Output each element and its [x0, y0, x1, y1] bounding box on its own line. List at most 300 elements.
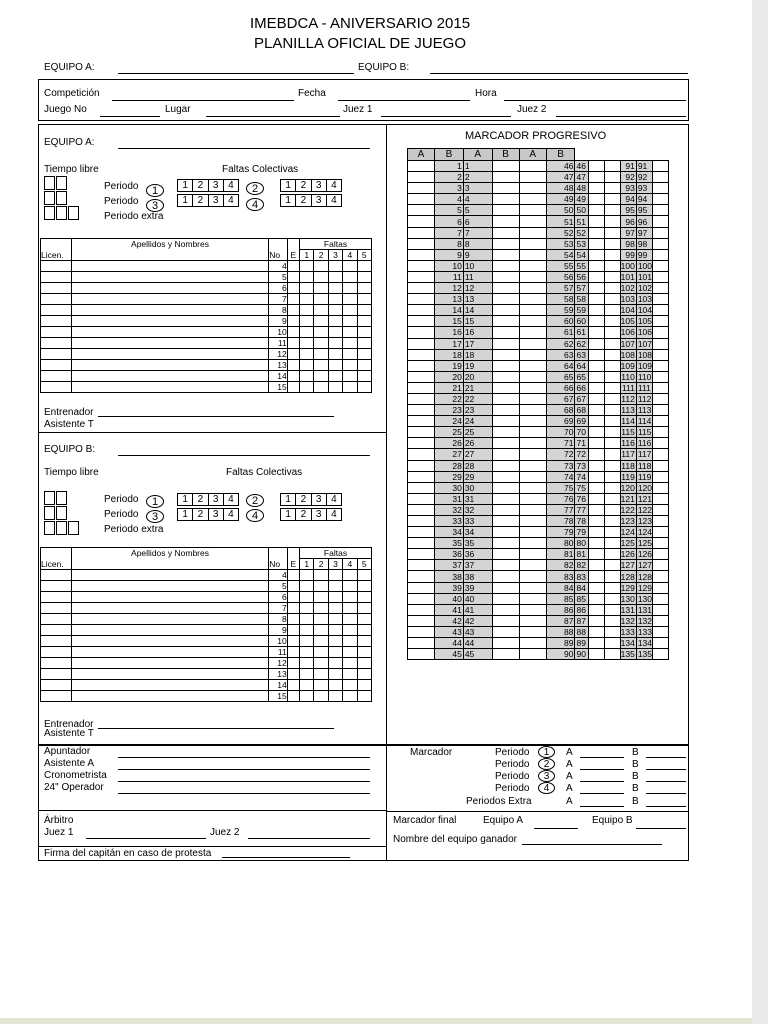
- team-a-timeout-box[interactable]: [68, 206, 79, 220]
- score-number[interactable]: 48: [546, 183, 575, 194]
- score-number[interactable]: 15: [463, 316, 492, 327]
- team-b-timeout-box[interactable]: [44, 491, 55, 505]
- score-number[interactable]: 25: [435, 427, 464, 438]
- score-number[interactable]: 76: [575, 493, 588, 504]
- hora-field[interactable]: [504, 100, 686, 101]
- score-number[interactable]: 72: [575, 449, 588, 460]
- score-number[interactable]: 93: [620, 183, 636, 194]
- score-number[interactable]: 109: [637, 360, 653, 371]
- score-number[interactable]: 35: [463, 538, 492, 549]
- score-number[interactable]: 86: [575, 604, 588, 615]
- score-number[interactable]: 10: [463, 260, 492, 271]
- score-number[interactable]: 93: [636, 183, 652, 194]
- team-b-timeout-box[interactable]: [44, 506, 55, 520]
- nombre-ganador-field[interactable]: [522, 844, 662, 845]
- score-number[interactable]: 37: [463, 560, 492, 571]
- score-number[interactable]: 55: [546, 260, 575, 271]
- team-a-fouls-p2[interactable]: 1 2 3 4: [280, 179, 342, 192]
- score-number[interactable]: 72: [546, 449, 575, 460]
- score-number[interactable]: 121: [620, 493, 635, 504]
- fecha-field[interactable]: [338, 100, 470, 101]
- periodos-extra-b-field[interactable]: [646, 806, 686, 807]
- score-number[interactable]: 103: [620, 294, 635, 305]
- team-a-name-field[interactable]: [118, 148, 370, 149]
- score-number[interactable]: 51: [546, 216, 575, 227]
- score-number[interactable]: 11: [463, 271, 492, 282]
- score-number[interactable]: 95: [636, 205, 652, 216]
- score-number[interactable]: 89: [546, 638, 575, 649]
- score-number[interactable]: 64: [575, 360, 588, 371]
- score-number[interactable]: 98: [636, 238, 652, 249]
- score-number[interactable]: 55: [575, 260, 588, 271]
- score-number[interactable]: 75: [575, 482, 588, 493]
- score-number[interactable]: 113: [621, 405, 635, 416]
- score-number[interactable]: 57: [546, 283, 575, 294]
- score-number[interactable]: 65: [575, 371, 588, 382]
- score-number[interactable]: 16: [435, 327, 464, 338]
- score-number[interactable]: 123: [637, 516, 653, 527]
- team-b-name-field[interactable]: [118, 455, 370, 456]
- score-number[interactable]: 121: [637, 493, 653, 504]
- score-number[interactable]: 95: [620, 205, 636, 216]
- score-number[interactable]: 68: [575, 405, 588, 416]
- score-number[interactable]: 13: [435, 294, 464, 305]
- score-number[interactable]: 41: [463, 604, 492, 615]
- score-number[interactable]: 78: [575, 516, 588, 527]
- score-number[interactable]: 114: [621, 416, 635, 427]
- score-number[interactable]: 60: [546, 316, 575, 327]
- score-number[interactable]: 116: [621, 438, 635, 449]
- team-b-timeout-box[interactable]: [56, 491, 67, 505]
- summary-b-field[interactable]: [646, 769, 686, 770]
- score-number[interactable]: 23: [435, 405, 464, 416]
- score-number[interactable]: 39: [435, 582, 464, 593]
- score-number[interactable]: 57: [575, 283, 588, 294]
- score-number[interactable]: 5: [463, 205, 492, 216]
- score-number[interactable]: 16: [463, 327, 492, 338]
- score-number[interactable]: 70: [575, 427, 588, 438]
- score-number[interactable]: 111: [621, 382, 635, 393]
- score-number[interactable]: 64: [546, 360, 575, 371]
- score-number[interactable]: 44: [463, 638, 492, 649]
- score-number[interactable]: 90: [546, 649, 575, 660]
- score-number[interactable]: 46: [546, 161, 575, 172]
- score-number[interactable]: 58: [546, 294, 575, 305]
- juez1-field[interactable]: [381, 116, 511, 117]
- score-number[interactable]: 100: [620, 260, 635, 271]
- score-number[interactable]: 104: [620, 305, 635, 316]
- score-number[interactable]: 87: [575, 615, 588, 626]
- summary-a-field[interactable]: [580, 769, 624, 770]
- score-number[interactable]: 120: [620, 482, 635, 493]
- score-number[interactable]: 107: [620, 338, 635, 349]
- score-number[interactable]: 60: [575, 316, 588, 327]
- team-b-fouls-p4[interactable]: 1 2 3 4: [280, 508, 342, 521]
- score-number[interactable]: 47: [546, 172, 575, 183]
- score-number[interactable]: 5: [435, 205, 464, 216]
- score-number[interactable]: 9: [435, 249, 464, 260]
- score-number[interactable]: 7: [435, 227, 464, 238]
- score-number[interactable]: 19: [435, 360, 464, 371]
- score-number[interactable]: 25: [463, 427, 492, 438]
- score-number[interactable]: 83: [546, 571, 575, 582]
- team-a-timeout-box[interactable]: [44, 206, 55, 220]
- score-number[interactable]: 75: [546, 482, 575, 493]
- score-number[interactable]: 111: [637, 382, 651, 393]
- summary-a-field[interactable]: [580, 793, 624, 794]
- team-a-fouls-p4[interactable]: 1 2 3 4: [280, 194, 342, 207]
- asistente-a-field[interactable]: [118, 769, 370, 770]
- score-number[interactable]: 66: [546, 382, 575, 393]
- score-number[interactable]: 71: [546, 438, 575, 449]
- score-number[interactable]: 26: [463, 438, 492, 449]
- team-b-fouls-p2[interactable]: 1 2 3 4: [280, 493, 342, 506]
- score-number[interactable]: 101: [620, 271, 635, 282]
- score-number[interactable]: 88: [546, 626, 575, 637]
- team-b-fouls-p3[interactable]: 1 2 3 4: [177, 508, 239, 521]
- score-number[interactable]: 115: [637, 427, 652, 438]
- score-number[interactable]: 124: [620, 527, 635, 538]
- score-number[interactable]: 2: [435, 172, 464, 183]
- score-number[interactable]: 59: [546, 305, 575, 316]
- team-b-entrenador-field[interactable]: [98, 728, 334, 729]
- team-b-timeout-box[interactable]: [56, 506, 67, 520]
- score-number[interactable]: 48: [575, 183, 588, 194]
- score-number[interactable]: 90: [575, 649, 588, 660]
- score-number[interactable]: 133: [620, 626, 635, 637]
- score-number[interactable]: 85: [575, 593, 588, 604]
- score-number[interactable]: 26: [435, 438, 464, 449]
- score-number[interactable]: 132: [620, 615, 635, 626]
- score-number[interactable]: 44: [435, 638, 464, 649]
- team-b-timeout-box[interactable]: [44, 521, 55, 535]
- score-number[interactable]: 83: [575, 571, 588, 582]
- score-number[interactable]: 43: [463, 626, 492, 637]
- score-number[interactable]: 113: [637, 405, 652, 416]
- score-number[interactable]: 98: [620, 238, 636, 249]
- score-number[interactable]: 14: [463, 305, 492, 316]
- score-number[interactable]: 112: [621, 394, 635, 405]
- score-number[interactable]: 84: [575, 582, 588, 593]
- lugar-field[interactable]: [206, 116, 340, 117]
- score-number[interactable]: 108: [620, 349, 635, 360]
- score-number[interactable]: 107: [637, 338, 653, 349]
- score-number[interactable]: 73: [546, 460, 575, 471]
- juego-no-field[interactable]: [100, 116, 160, 117]
- score-number[interactable]: 104: [637, 305, 653, 316]
- summary-b-field[interactable]: [646, 793, 686, 794]
- team-a-timeout-box[interactable]: [56, 206, 67, 220]
- score-number[interactable]: 54: [575, 249, 588, 260]
- score-number[interactable]: 129: [637, 582, 653, 593]
- score-number[interactable]: 79: [575, 527, 588, 538]
- score-number[interactable]: 71: [575, 438, 588, 449]
- score-number[interactable]: 12: [435, 283, 464, 294]
- score-number[interactable]: 53: [575, 238, 588, 249]
- score-number[interactable]: 28: [463, 460, 492, 471]
- score-number[interactable]: 34: [463, 527, 492, 538]
- periodos-extra-a-field[interactable]: [580, 806, 624, 807]
- score-number[interactable]: 47: [575, 172, 588, 183]
- score-number[interactable]: 119: [637, 471, 652, 482]
- equipo-a-final-field[interactable]: [534, 828, 578, 829]
- score-number[interactable]: 96: [620, 216, 636, 227]
- score-number[interactable]: 127: [637, 560, 653, 571]
- score-number[interactable]: 27: [463, 449, 492, 460]
- juez1-bottom-field[interactable]: [86, 838, 206, 839]
- score-number[interactable]: 106: [637, 327, 653, 338]
- team-b-timeout-box[interactable]: [68, 521, 79, 535]
- score-number[interactable]: 99: [620, 249, 636, 260]
- score-number[interactable]: 10: [435, 260, 464, 271]
- score-number[interactable]: 65: [546, 371, 575, 382]
- score-number[interactable]: 82: [546, 560, 575, 571]
- score-number[interactable]: 41: [435, 604, 464, 615]
- score-number[interactable]: 103: [637, 294, 653, 305]
- score-number[interactable]: 3: [463, 183, 492, 194]
- score-number[interactable]: 74: [546, 471, 575, 482]
- score-number[interactable]: 46: [575, 161, 588, 172]
- score-number[interactable]: 77: [575, 504, 588, 515]
- score-number[interactable]: 87: [546, 615, 575, 626]
- score-number[interactable]: 128: [620, 571, 635, 582]
- score-number[interactable]: 130: [620, 593, 635, 604]
- score-number[interactable]: 97: [620, 227, 636, 238]
- score-number[interactable]: 50: [575, 205, 588, 216]
- operador-24-field[interactable]: [118, 793, 370, 794]
- score-number[interactable]: 119: [621, 471, 635, 482]
- score-number[interactable]: 4: [435, 194, 464, 205]
- score-number[interactable]: 45: [435, 649, 464, 660]
- score-number[interactable]: 61: [546, 327, 575, 338]
- score-number[interactable]: 118: [621, 460, 635, 471]
- score-number[interactable]: 52: [575, 227, 588, 238]
- score-number[interactable]: 96: [636, 216, 652, 227]
- score-number[interactable]: 51: [575, 216, 588, 227]
- team-b-fouls-p1[interactable]: 1 2 3 4: [177, 493, 239, 506]
- score-number[interactable]: 37: [435, 560, 464, 571]
- score-number[interactable]: 34: [435, 527, 464, 538]
- score-number[interactable]: 9: [463, 249, 492, 260]
- score-number[interactable]: 28: [435, 460, 464, 471]
- score-number[interactable]: 14: [435, 305, 464, 316]
- score-number[interactable]: 8: [463, 238, 492, 249]
- score-number[interactable]: 76: [546, 493, 575, 504]
- score-number[interactable]: 21: [463, 382, 492, 393]
- score-number[interactable]: 17: [463, 338, 492, 349]
- equipo-b-final-field[interactable]: [636, 828, 686, 829]
- score-number[interactable]: 62: [546, 338, 575, 349]
- score-number[interactable]: 110: [637, 371, 652, 382]
- team-b-timeout-box[interactable]: [56, 521, 67, 535]
- score-number[interactable]: 86: [546, 604, 575, 615]
- score-number[interactable]: 123: [620, 516, 635, 527]
- score-number[interactable]: 134: [637, 638, 653, 649]
- score-number[interactable]: 97: [636, 227, 652, 238]
- score-number[interactable]: 29: [435, 471, 464, 482]
- score-number[interactable]: 116: [637, 438, 652, 449]
- score-number[interactable]: 18: [435, 349, 464, 360]
- score-number[interactable]: 126: [637, 549, 653, 560]
- summary-a-field[interactable]: [580, 781, 624, 782]
- juez2-bottom-field[interactable]: [248, 838, 370, 839]
- score-number[interactable]: 100: [637, 260, 653, 271]
- summary-b-field[interactable]: [646, 781, 686, 782]
- score-number[interactable]: 63: [575, 349, 588, 360]
- team-b-header-field[interactable]: [430, 73, 688, 74]
- score-number[interactable]: 18: [463, 349, 492, 360]
- team-a-timeout-box[interactable]: [56, 191, 67, 205]
- score-number[interactable]: 29: [463, 471, 492, 482]
- score-number[interactable]: 118: [637, 460, 652, 471]
- score-number[interactable]: 50: [546, 205, 575, 216]
- score-number[interactable]: 117: [621, 449, 635, 460]
- score-number[interactable]: 122: [620, 504, 635, 515]
- score-number[interactable]: 20: [463, 371, 492, 382]
- score-number[interactable]: 69: [575, 416, 588, 427]
- score-number[interactable]: 125: [637, 538, 653, 549]
- score-number[interactable]: 13: [463, 294, 492, 305]
- score-number[interactable]: 40: [435, 593, 464, 604]
- score-number[interactable]: 115: [621, 427, 635, 438]
- score-number[interactable]: 1: [435, 161, 464, 172]
- score-number[interactable]: 67: [546, 393, 575, 404]
- summary-a-field[interactable]: [580, 757, 624, 758]
- score-number[interactable]: 68: [546, 405, 575, 416]
- score-number[interactable]: 94: [620, 194, 636, 205]
- score-number[interactable]: 58: [575, 294, 588, 305]
- score-number[interactable]: 112: [637, 394, 652, 405]
- score-number[interactable]: 56: [575, 271, 588, 282]
- score-number[interactable]: 38: [463, 571, 492, 582]
- team-a-fouls-p1[interactable]: 1 2 3 4: [177, 179, 239, 192]
- score-number[interactable]: 61: [575, 327, 588, 338]
- score-number[interactable]: 24: [463, 416, 492, 427]
- score-number[interactable]: 91: [636, 161, 652, 172]
- score-number[interactable]: 22: [435, 393, 464, 404]
- score-number[interactable]: 35: [435, 538, 464, 549]
- score-number[interactable]: 32: [435, 504, 464, 515]
- team-a-header-field[interactable]: [118, 73, 354, 74]
- score-number[interactable]: 49: [575, 194, 588, 205]
- score-number[interactable]: 38: [435, 571, 464, 582]
- score-number[interactable]: 109: [620, 360, 635, 371]
- score-number[interactable]: 24: [435, 416, 464, 427]
- score-number[interactable]: 81: [575, 549, 588, 560]
- score-number[interactable]: 43: [435, 626, 464, 637]
- score-number[interactable]: 21: [435, 382, 464, 393]
- score-number[interactable]: 27: [435, 449, 464, 460]
- score-number[interactable]: 33: [435, 516, 464, 527]
- score-number[interactable]: 3: [435, 183, 464, 194]
- score-number[interactable]: 124: [637, 527, 653, 538]
- score-number[interactable]: 69: [546, 416, 575, 427]
- score-number[interactable]: 6: [463, 216, 492, 227]
- score-number[interactable]: 129: [620, 582, 635, 593]
- score-number[interactable]: 99: [636, 249, 652, 260]
- score-number[interactable]: 31: [435, 493, 464, 504]
- score-number[interactable]: 120: [637, 482, 653, 493]
- score-number[interactable]: 22: [463, 393, 492, 404]
- score-number[interactable]: 52: [546, 227, 575, 238]
- score-number[interactable]: 84: [546, 582, 575, 593]
- score-number[interactable]: 80: [546, 538, 575, 549]
- score-number[interactable]: 36: [435, 549, 464, 560]
- score-number[interactable]: 59: [575, 305, 588, 316]
- score-number[interactable]: 122: [637, 504, 653, 515]
- juez2-field[interactable]: [556, 116, 686, 117]
- score-number[interactable]: 70: [546, 427, 575, 438]
- score-number[interactable]: 31: [463, 493, 492, 504]
- score-number[interactable]: 135: [620, 649, 635, 660]
- cronometrista-field[interactable]: [118, 781, 370, 782]
- score-number[interactable]: 74: [575, 471, 588, 482]
- score-number[interactable]: 40: [463, 593, 492, 604]
- score-number[interactable]: 133: [637, 626, 653, 637]
- score-number[interactable]: 45: [463, 649, 492, 660]
- score-number[interactable]: 110: [621, 371, 635, 382]
- score-number[interactable]: 67: [575, 393, 588, 404]
- score-number[interactable]: 2: [463, 172, 492, 183]
- score-number[interactable]: 33: [463, 516, 492, 527]
- score-number[interactable]: 130: [637, 593, 653, 604]
- score-number[interactable]: 56: [546, 271, 575, 282]
- team-a-timeout-box[interactable]: [56, 176, 67, 190]
- score-number[interactable]: 126: [620, 549, 635, 560]
- score-number[interactable]: 53: [546, 238, 575, 249]
- score-number[interactable]: 11: [435, 271, 464, 282]
- score-number[interactable]: 30: [463, 482, 492, 493]
- score-number[interactable]: 128: [637, 571, 653, 582]
- score-number[interactable]: 105: [620, 316, 635, 327]
- score-number[interactable]: 82: [575, 560, 588, 571]
- score-number[interactable]: 4: [463, 194, 492, 205]
- score-number[interactable]: 92: [620, 172, 636, 183]
- firma-field[interactable]: [222, 857, 350, 858]
- score-number[interactable]: 102: [620, 283, 635, 294]
- score-number[interactable]: 54: [546, 249, 575, 260]
- score-number[interactable]: 81: [546, 549, 575, 560]
- score-number[interactable]: 6: [435, 216, 464, 227]
- score-number[interactable]: 19: [463, 360, 492, 371]
- score-number[interactable]: 85: [546, 593, 575, 604]
- score-number[interactable]: 42: [435, 615, 464, 626]
- score-number[interactable]: 134: [620, 638, 635, 649]
- score-number[interactable]: 7: [463, 227, 492, 238]
- score-number[interactable]: 91: [620, 161, 636, 172]
- score-number[interactable]: 79: [546, 527, 575, 538]
- score-number[interactable]: 88: [575, 626, 588, 637]
- score-number[interactable]: 39: [463, 582, 492, 593]
- score-number[interactable]: 117: [637, 449, 652, 460]
- score-number[interactable]: 78: [546, 516, 575, 527]
- score-number[interactable]: 32: [463, 504, 492, 515]
- score-number[interactable]: 105: [637, 316, 653, 327]
- score-number[interactable]: 94: [636, 194, 652, 205]
- score-number[interactable]: 92: [636, 172, 652, 183]
- score-number[interactable]: 49: [546, 194, 575, 205]
- summary-b-field[interactable]: [646, 757, 686, 758]
- score-number[interactable]: 42: [463, 615, 492, 626]
- score-number[interactable]: 15: [435, 316, 464, 327]
- score-number[interactable]: 106: [620, 327, 635, 338]
- apuntador-field[interactable]: [118, 757, 370, 758]
- score-number[interactable]: 73: [575, 460, 588, 471]
- score-number[interactable]: 125: [620, 538, 635, 549]
- team-a-fouls-p3[interactable]: 1 2 3 4: [177, 194, 239, 207]
- score-number[interactable]: 30: [435, 482, 464, 493]
- score-number[interactable]: 12: [463, 283, 492, 294]
